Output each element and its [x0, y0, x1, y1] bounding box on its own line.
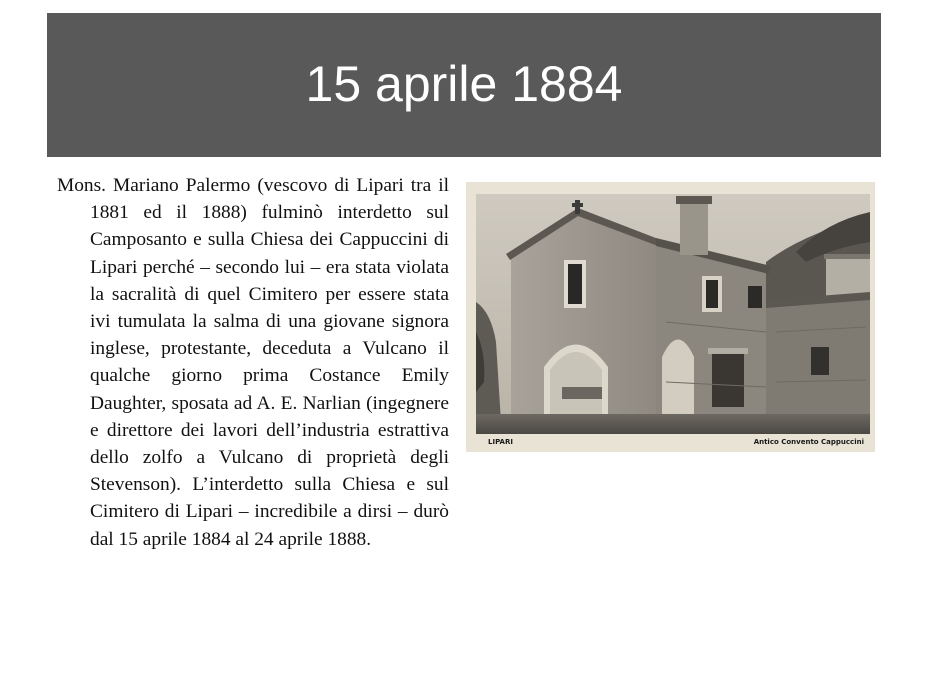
slide-title: 15 aprile 1884: [305, 56, 623, 112]
convent-photo: [466, 182, 875, 452]
photo-caption-left: LIPARI: [488, 438, 513, 446]
body-paragraph: Mons. Mariano Palermo (vescovo di Lipari tra il 1881 ed il 1888) fulminò interdetto sul Camposanto e sulla Chiesa dei Cappuccini di Lipari perché – secondo lui – era stata violata la sacralità di quel Cimitero per essere stata ivi tumulata la salma di una giovane signora inglese, protestante, deceduta a Vulcano il qualche giorno prima Costance Emily Daughter, sposata ad A. E. Narlian (ingegnere e direttore dei lavori dell’industria estrattiva dello zolfo a Vulcano di proprietà degli Stevenson). L’interdetto sulla Chiesa e sul Cimitero di Lipari – incredibile a dirsi – durò dal 15 aprile 1884 al 24 aprile 1888.: [57, 175, 449, 550]
photo-caption-right: Antico Convento Cappuccini: [753, 438, 864, 446]
title-bar: [47, 13, 881, 157]
